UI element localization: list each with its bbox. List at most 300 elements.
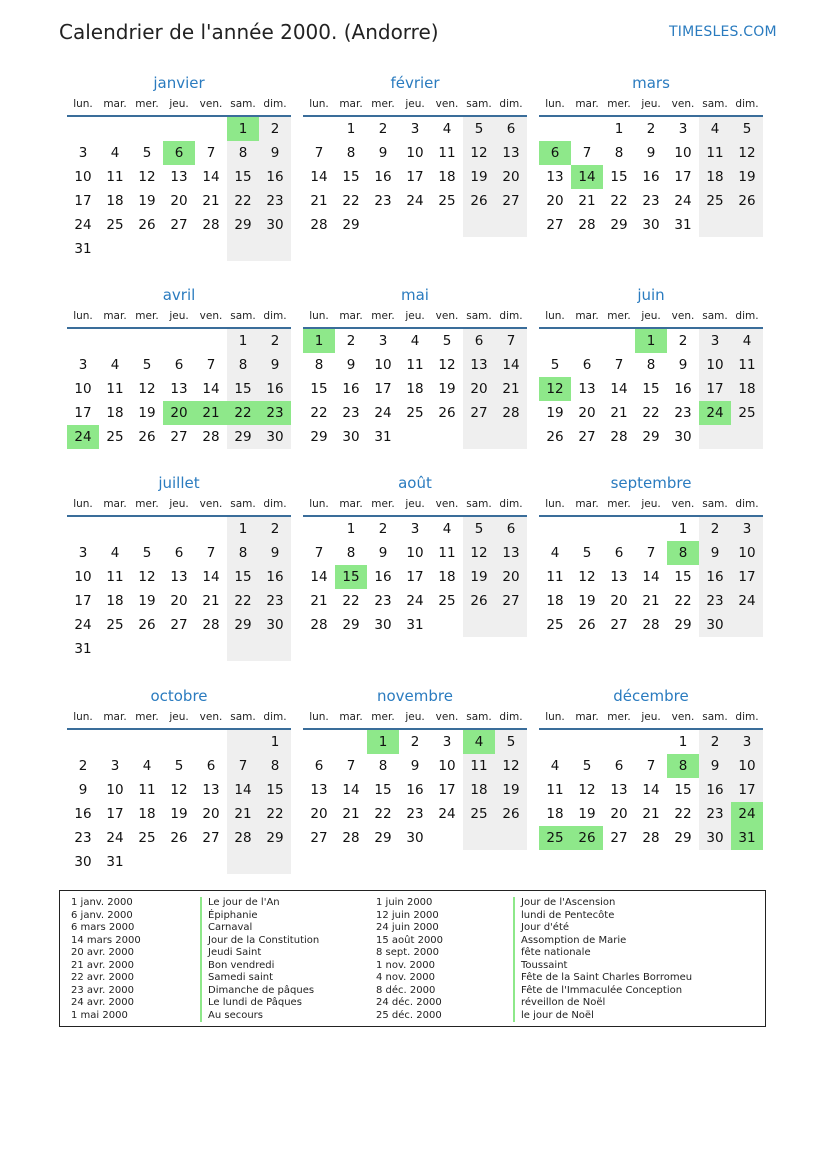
empty-day-cell bbox=[495, 826, 527, 850]
empty-day-cell bbox=[163, 517, 195, 541]
empty-day-cell bbox=[131, 329, 163, 353]
day-cell: 19 bbox=[463, 165, 495, 189]
day-cell: 14 bbox=[310, 569, 328, 585]
day-cell: 23 bbox=[374, 193, 392, 209]
day-cell: 12 bbox=[495, 754, 527, 778]
day-cell: 24 bbox=[674, 193, 692, 209]
weekday-label: ven. bbox=[199, 98, 223, 110]
legend-holiday-name: le jour de Noël bbox=[513, 1010, 692, 1023]
empty-day-cell bbox=[227, 237, 259, 261]
month-name: janvier bbox=[153, 74, 205, 92]
day-cell: 18 bbox=[106, 405, 124, 421]
legend-holiday-name: Fête de la Saint Charles Borromeu bbox=[513, 972, 692, 985]
day-cell: 6 bbox=[174, 357, 184, 373]
day-cell: 12 bbox=[170, 782, 188, 798]
holiday-day-cell: 24 bbox=[731, 802, 763, 826]
weekday-label: jeu. bbox=[405, 498, 425, 510]
day-cell: 11 bbox=[106, 569, 124, 585]
day-cell: 4 bbox=[550, 545, 560, 561]
day-cell: 2 bbox=[378, 521, 388, 537]
day-cell: 19 bbox=[138, 593, 156, 609]
day-cell: 30 bbox=[699, 826, 731, 850]
month-name: février bbox=[390, 74, 440, 92]
legend-date: 24 juin 2000 bbox=[376, 922, 439, 933]
day-cell: 6 bbox=[314, 758, 324, 774]
weekday-label: ven. bbox=[435, 310, 459, 322]
day-cell: 3 bbox=[78, 145, 88, 161]
day-cell: 16 bbox=[406, 782, 424, 798]
day-cell: 22 bbox=[342, 593, 360, 609]
day-cell: 31 bbox=[674, 217, 692, 233]
day-cell: 29 bbox=[642, 429, 660, 445]
day-cell: 19 bbox=[138, 193, 156, 209]
day-cell: 21 bbox=[310, 593, 328, 609]
day-cell: 17 bbox=[406, 569, 424, 585]
weekday-label: dim. bbox=[499, 711, 523, 723]
weekday-label: mer. bbox=[607, 498, 631, 510]
day-cell: 4 bbox=[110, 545, 120, 561]
day-cell: 9 bbox=[410, 758, 420, 774]
empty-day-cell bbox=[67, 117, 99, 141]
weekday-label: jeu. bbox=[641, 98, 661, 110]
day-cell: 21 bbox=[342, 806, 360, 822]
day-cell: 3 bbox=[78, 357, 88, 373]
empty-day-cell bbox=[399, 425, 431, 449]
day-cell: 22 bbox=[374, 806, 392, 822]
empty-day-cell bbox=[571, 117, 603, 141]
site-logo-link[interactable]: TIMESLES.COM bbox=[669, 24, 777, 40]
empty-day-cell bbox=[195, 850, 227, 874]
day-cell: 13 bbox=[170, 569, 188, 585]
day-cell: 29 bbox=[610, 217, 628, 233]
empty-day-cell bbox=[495, 213, 527, 237]
weekday-label: dim. bbox=[499, 98, 523, 110]
day-cell: 28 bbox=[202, 217, 220, 233]
holiday-day-cell: 6 bbox=[163, 141, 195, 165]
month-block bbox=[539, 473, 763, 637]
weekday-label: sam. bbox=[230, 498, 256, 510]
weekday-header bbox=[303, 307, 527, 329]
day-cell: 8 bbox=[378, 758, 388, 774]
empty-day-cell bbox=[731, 213, 763, 237]
days-grid bbox=[67, 117, 291, 261]
weekday-label: mar. bbox=[339, 310, 363, 322]
day-cell: 10 bbox=[674, 145, 692, 161]
day-cell: 8 bbox=[346, 545, 356, 561]
legend-holiday-name: réveillon de Noël bbox=[513, 997, 692, 1010]
weekday-label: mar. bbox=[575, 310, 599, 322]
empty-day-cell bbox=[635, 730, 667, 754]
empty-day-cell bbox=[495, 613, 527, 637]
weekday-label: dim. bbox=[735, 498, 759, 510]
day-cell: 3 bbox=[410, 521, 420, 537]
day-cell: 30 bbox=[259, 213, 291, 237]
day-cell: 30 bbox=[374, 617, 392, 633]
day-cell: 22 bbox=[674, 806, 692, 822]
day-cell: 30 bbox=[259, 613, 291, 637]
empty-day-cell bbox=[603, 730, 635, 754]
weekday-label: ven. bbox=[671, 711, 695, 723]
day-cell: 13 bbox=[202, 782, 220, 798]
day-cell: 31 bbox=[374, 429, 392, 445]
empty-day-cell bbox=[131, 850, 163, 874]
day-cell: 17 bbox=[106, 806, 124, 822]
day-cell: 11 bbox=[106, 381, 124, 397]
weekday-label: lun. bbox=[545, 711, 565, 723]
days-grid bbox=[539, 117, 763, 237]
month-block bbox=[539, 686, 763, 850]
day-cell: 24 bbox=[731, 589, 763, 613]
holiday-day-cell: 6 bbox=[539, 141, 571, 165]
legend-date: 8 déc. 2000 bbox=[376, 984, 436, 996]
day-cell: 11 bbox=[438, 545, 456, 561]
weekday-label: dim. bbox=[263, 711, 287, 723]
weekday-label: jeu. bbox=[169, 98, 189, 110]
weekday-label: mar. bbox=[339, 98, 363, 110]
legend-date: 1 nov. 2000 bbox=[376, 959, 435, 971]
day-cell: 3 bbox=[410, 121, 420, 137]
day-cell: 11 bbox=[546, 782, 564, 798]
day-cell: 3 bbox=[78, 545, 88, 561]
day-cell: 25 bbox=[106, 617, 124, 633]
day-cell: 28 bbox=[202, 617, 220, 633]
day-cell: 10 bbox=[406, 145, 424, 161]
day-cell: 27 bbox=[170, 617, 188, 633]
empty-day-cell bbox=[99, 637, 131, 661]
weekday-label: sam. bbox=[230, 310, 256, 322]
day-cell: 27 bbox=[463, 401, 495, 425]
empty-day-cell bbox=[571, 730, 603, 754]
day-cell: 2 bbox=[78, 758, 88, 774]
day-cell: 5 bbox=[463, 117, 495, 141]
day-cell: 5 bbox=[463, 517, 495, 541]
day-cell: 14 bbox=[342, 782, 360, 798]
month-block bbox=[67, 686, 291, 874]
day-cell: 18 bbox=[546, 593, 564, 609]
day-cell: 13 bbox=[578, 381, 596, 397]
month-block bbox=[303, 285, 527, 449]
legend-dates-column-1 bbox=[71, 897, 141, 1022]
empty-day-cell bbox=[335, 730, 367, 754]
empty-day-cell bbox=[163, 329, 195, 353]
day-cell: 14 bbox=[495, 353, 527, 377]
day-cell: 15 bbox=[227, 165, 259, 189]
weekday-label: ven. bbox=[435, 711, 459, 723]
day-cell: 30 bbox=[674, 429, 692, 445]
day-cell: 4 bbox=[550, 758, 560, 774]
day-cell: 20 bbox=[495, 165, 527, 189]
day-cell: 12 bbox=[578, 782, 596, 798]
day-cell: 18 bbox=[731, 377, 763, 401]
day-cell: 6 bbox=[614, 758, 624, 774]
day-cell: 25 bbox=[406, 405, 424, 421]
legend-names-column-1 bbox=[200, 897, 319, 1022]
day-cell: 14 bbox=[202, 569, 220, 585]
weekday-label: sam. bbox=[466, 98, 492, 110]
month-name: juillet bbox=[158, 474, 200, 492]
day-cell: 15 bbox=[674, 569, 692, 585]
day-cell: 3 bbox=[731, 730, 763, 754]
day-cell: 12 bbox=[138, 569, 156, 585]
empty-day-cell bbox=[259, 637, 291, 661]
day-cell: 16 bbox=[642, 169, 660, 185]
day-cell: 16 bbox=[699, 565, 731, 589]
holiday-day-cell: 4 bbox=[463, 730, 495, 754]
day-cell: 12 bbox=[138, 381, 156, 397]
day-cell: 29 bbox=[259, 826, 291, 850]
day-cell: 14 bbox=[610, 381, 628, 397]
day-cell: 26 bbox=[463, 189, 495, 213]
day-cell: 8 bbox=[614, 145, 624, 161]
day-cell: 25 bbox=[731, 401, 763, 425]
day-cell: 30 bbox=[699, 613, 731, 637]
weekday-label: ven. bbox=[671, 98, 695, 110]
weekday-label: lun. bbox=[545, 310, 565, 322]
day-cell: 29 bbox=[310, 429, 328, 445]
weekday-label: jeu. bbox=[405, 310, 425, 322]
weekday-label: dim. bbox=[735, 711, 759, 723]
weekday-label: sam. bbox=[702, 711, 728, 723]
weekday-label: ven. bbox=[435, 98, 459, 110]
day-cell: 6 bbox=[174, 545, 184, 561]
day-cell: 23 bbox=[406, 806, 424, 822]
day-cell: 21 bbox=[642, 593, 660, 609]
day-cell: 10 bbox=[406, 545, 424, 561]
day-cell: 21 bbox=[202, 593, 220, 609]
day-cell: 19 bbox=[495, 778, 527, 802]
day-cell: 3 bbox=[110, 758, 120, 774]
legend-holiday-name: Toussaint bbox=[513, 960, 692, 973]
day-cell: 15 bbox=[259, 778, 291, 802]
day-cell: 27 bbox=[170, 429, 188, 445]
day-cell: 10 bbox=[699, 353, 731, 377]
day-cell: 1 bbox=[259, 730, 291, 754]
day-cell: 16 bbox=[374, 169, 392, 185]
day-cell: 28 bbox=[310, 217, 328, 233]
empty-day-cell bbox=[99, 117, 131, 141]
day-cell: 27 bbox=[170, 217, 188, 233]
weekday-label: sam. bbox=[466, 711, 492, 723]
day-cell: 30 bbox=[642, 217, 660, 233]
day-cell: 9 bbox=[678, 357, 688, 373]
day-cell: 10 bbox=[438, 758, 456, 774]
legend-date: 6 janv. 2000 bbox=[71, 909, 133, 921]
day-cell: 26 bbox=[463, 589, 495, 613]
day-cell: 10 bbox=[731, 754, 763, 778]
holiday-day-cell: 8 bbox=[667, 541, 699, 565]
weekday-header bbox=[303, 708, 527, 730]
weekday-label: ven. bbox=[671, 498, 695, 510]
day-cell: 21 bbox=[578, 193, 596, 209]
day-cell: 6 bbox=[206, 758, 216, 774]
day-cell: 13 bbox=[495, 141, 527, 165]
day-cell: 19 bbox=[578, 806, 596, 822]
weekday-label: lun. bbox=[309, 711, 329, 723]
day-cell: 27 bbox=[578, 429, 596, 445]
day-cell: 22 bbox=[227, 189, 259, 213]
day-cell: 23 bbox=[74, 830, 92, 846]
empty-day-cell bbox=[259, 237, 291, 261]
day-cell: 7 bbox=[314, 545, 324, 561]
day-cell: 16 bbox=[674, 381, 692, 397]
day-cell: 9 bbox=[259, 353, 291, 377]
empty-day-cell bbox=[99, 730, 131, 754]
empty-day-cell bbox=[539, 517, 571, 541]
empty-day-cell bbox=[163, 237, 195, 261]
legend-holiday-name: fête nationale bbox=[513, 947, 692, 960]
legend-holiday-name: Jeudi Saint bbox=[200, 947, 319, 960]
day-cell: 16 bbox=[259, 377, 291, 401]
empty-day-cell bbox=[431, 826, 463, 850]
day-cell: 25 bbox=[699, 189, 731, 213]
day-cell: 2 bbox=[646, 121, 656, 137]
day-cell: 13 bbox=[170, 169, 188, 185]
day-cell: 11 bbox=[731, 353, 763, 377]
day-cell: 5 bbox=[550, 357, 560, 373]
day-cell: 22 bbox=[610, 193, 628, 209]
page-title: Calendrier de l'année 2000. (Andorre) bbox=[59, 20, 439, 44]
day-cell: 25 bbox=[106, 217, 124, 233]
day-cell: 2 bbox=[699, 517, 731, 541]
day-cell: 19 bbox=[546, 405, 564, 421]
day-cell: 9 bbox=[378, 545, 388, 561]
legend-date: 1 mai 2000 bbox=[71, 1009, 128, 1021]
holiday-day-cell: 1 bbox=[303, 329, 335, 353]
day-cell: 2 bbox=[259, 117, 291, 141]
day-cell: 1 bbox=[346, 121, 356, 137]
weekday-header bbox=[67, 307, 291, 329]
day-cell: 7 bbox=[614, 357, 624, 373]
legend-date: 23 avr. 2000 bbox=[71, 984, 134, 996]
day-cell: 17 bbox=[74, 405, 92, 421]
empty-day-cell bbox=[195, 517, 227, 541]
legend-holiday-name: lundi de Pentecôte bbox=[513, 910, 692, 923]
empty-day-cell bbox=[195, 329, 227, 353]
legend-holiday-name: Jour de l'Ascension bbox=[513, 897, 692, 910]
legend-date: 21 avr. 2000 bbox=[71, 959, 134, 971]
days-grid bbox=[539, 329, 763, 449]
day-cell: 9 bbox=[378, 145, 388, 161]
day-cell: 25 bbox=[463, 802, 495, 826]
day-cell: 15 bbox=[674, 782, 692, 798]
weekday-label: dim. bbox=[499, 498, 523, 510]
weekday-label: ven. bbox=[199, 498, 223, 510]
day-cell: 2 bbox=[699, 730, 731, 754]
day-cell: 30 bbox=[342, 429, 360, 445]
weekday-header bbox=[539, 95, 763, 117]
empty-day-cell bbox=[259, 850, 291, 874]
month-name: mars bbox=[632, 74, 670, 92]
empty-day-cell bbox=[163, 117, 195, 141]
day-cell: 2 bbox=[259, 517, 291, 541]
day-cell: 20 bbox=[310, 806, 328, 822]
empty-day-cell bbox=[195, 117, 227, 141]
empty-day-cell bbox=[67, 730, 99, 754]
day-cell: 1 bbox=[678, 734, 688, 750]
day-cell: 11 bbox=[406, 357, 424, 373]
weekday-label: dim. bbox=[263, 498, 287, 510]
day-cell: 19 bbox=[138, 405, 156, 421]
day-cell: 27 bbox=[495, 589, 527, 613]
empty-day-cell bbox=[463, 213, 495, 237]
day-cell: 18 bbox=[463, 778, 495, 802]
day-cell: 12 bbox=[463, 541, 495, 565]
day-cell: 7 bbox=[227, 754, 259, 778]
empty-day-cell bbox=[227, 730, 259, 754]
legend-date: 25 déc. 2000 bbox=[376, 1009, 442, 1021]
legend-date: 20 avr. 2000 bbox=[71, 947, 134, 958]
empty-day-cell bbox=[463, 425, 495, 449]
day-cell: 1 bbox=[227, 329, 259, 353]
day-cell: 26 bbox=[138, 429, 156, 445]
day-cell: 26 bbox=[138, 617, 156, 633]
day-cell: 12 bbox=[463, 141, 495, 165]
weekday-label: dim. bbox=[263, 310, 287, 322]
day-cell: 20 bbox=[495, 565, 527, 589]
empty-day-cell bbox=[431, 613, 463, 637]
day-cell: 6 bbox=[582, 357, 592, 373]
day-cell: 15 bbox=[227, 565, 259, 589]
legend-date: 24 déc. 2000 bbox=[376, 997, 442, 1008]
day-cell: 3 bbox=[731, 517, 763, 541]
empty-day-cell bbox=[227, 637, 259, 661]
month-name: novembre bbox=[377, 687, 453, 705]
empty-day-cell bbox=[131, 637, 163, 661]
day-cell: 4 bbox=[142, 758, 152, 774]
weekday-label: lun. bbox=[73, 711, 93, 723]
weekday-label: dim. bbox=[735, 310, 759, 322]
holiday-day-cell: 22 bbox=[227, 401, 259, 425]
day-cell: 7 bbox=[346, 758, 356, 774]
day-cell: 15 bbox=[342, 169, 360, 185]
day-cell: 6 bbox=[614, 545, 624, 561]
holiday-day-cell: 26 bbox=[571, 826, 603, 850]
day-cell: 20 bbox=[546, 193, 564, 209]
day-cell: 15 bbox=[310, 381, 328, 397]
day-cell: 10 bbox=[374, 357, 392, 373]
legend-date: 24 avr. 2000 bbox=[71, 997, 134, 1008]
day-cell: 25 bbox=[546, 617, 564, 633]
empty-day-cell bbox=[431, 213, 463, 237]
legend-holiday-name: Au secours bbox=[200, 1010, 319, 1023]
day-cell: 12 bbox=[138, 169, 156, 185]
day-cell: 12 bbox=[438, 357, 456, 373]
day-cell: 10 bbox=[74, 381, 92, 397]
day-cell: 23 bbox=[699, 802, 731, 826]
day-cell: 26 bbox=[578, 617, 596, 633]
legend-holiday-name: Samedi saint bbox=[200, 972, 319, 985]
day-cell: 16 bbox=[74, 806, 92, 822]
holiday-day-cell: 15 bbox=[335, 565, 367, 589]
day-cell: 4 bbox=[110, 357, 120, 373]
day-cell: 14 bbox=[202, 381, 220, 397]
weekday-label: sam. bbox=[230, 711, 256, 723]
day-cell: 10 bbox=[106, 782, 124, 798]
day-cell: 21 bbox=[642, 806, 660, 822]
day-cell: 20 bbox=[610, 593, 628, 609]
day-cell: 17 bbox=[674, 169, 692, 185]
day-cell: 30 bbox=[406, 830, 424, 846]
empty-day-cell bbox=[603, 517, 635, 541]
legend-date: 1 juin 2000 bbox=[376, 897, 433, 908]
day-cell: 5 bbox=[495, 730, 527, 754]
day-cell: 9 bbox=[78, 782, 88, 798]
weekday-header bbox=[539, 495, 763, 517]
day-cell: 20 bbox=[610, 806, 628, 822]
empty-day-cell bbox=[163, 850, 195, 874]
day-cell: 23 bbox=[642, 193, 660, 209]
day-cell: 8 bbox=[227, 141, 259, 165]
